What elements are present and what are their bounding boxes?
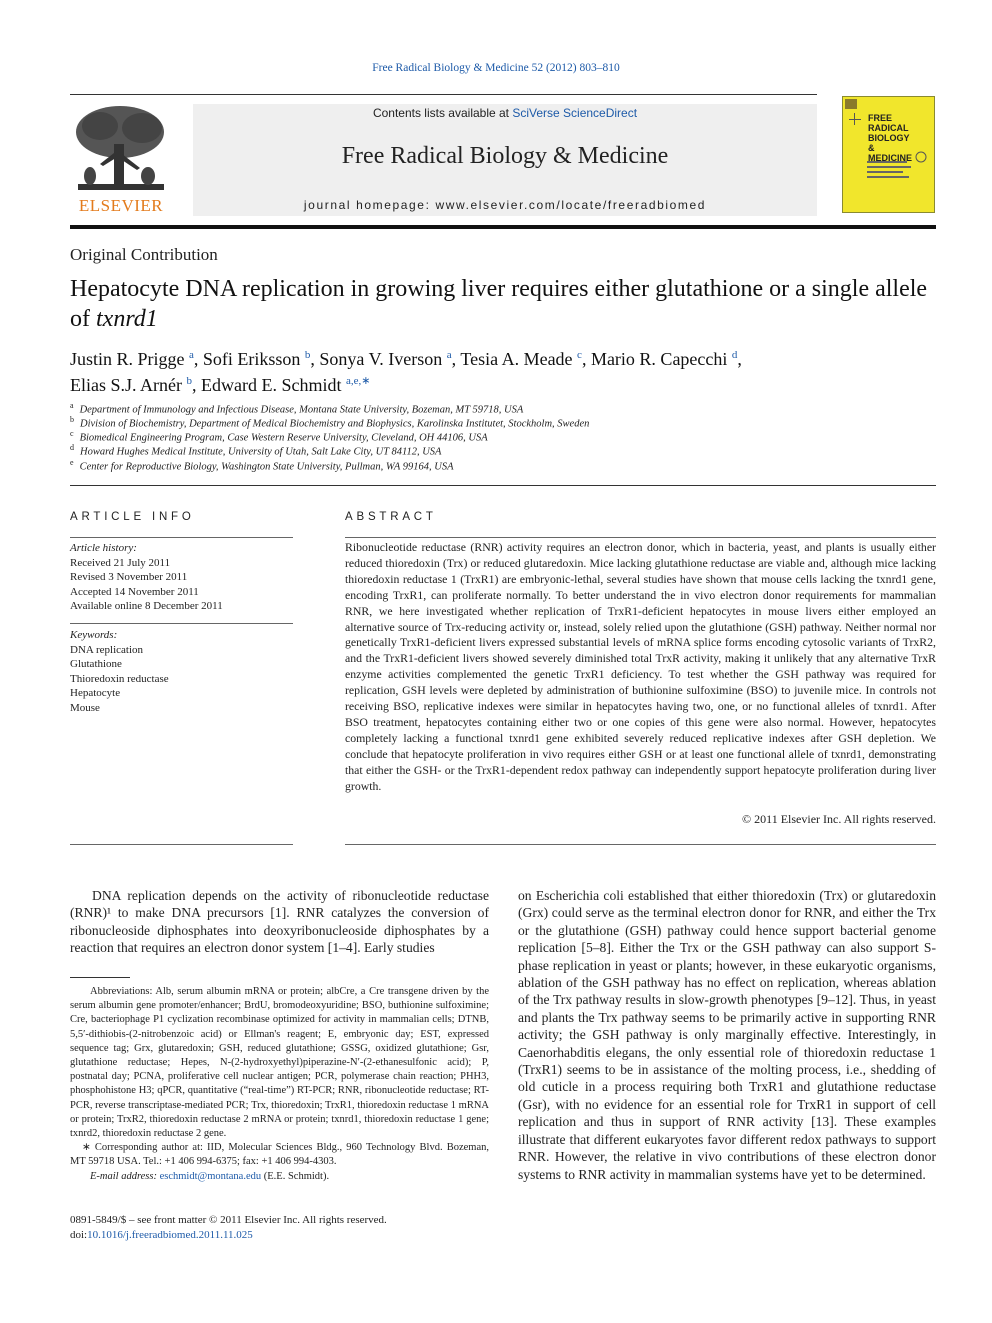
article-history xyxy=(70,541,293,614)
doi-link[interactable]: 10.1016/j.freeradbiomed.2011.11.025 xyxy=(87,1228,253,1241)
email-suffix: (E.E. Schmidt). xyxy=(261,1170,330,1182)
contents-line xyxy=(193,106,817,120)
affiliation-text: Howard Hughes Medical Institute, University of Utah, Salt Lake City, UT 84112, USA xyxy=(80,446,442,458)
keyword-item: Thioredoxin reductase xyxy=(70,672,169,685)
author-name[interactable]: Sofi Eriksson xyxy=(202,349,301,369)
author-separator: , xyxy=(581,349,591,369)
affiliation-text: Division of Biochemistry, Department of Medical Biochemistry and Biophysics, Karolinska Institutet, Stockholm, Sweden xyxy=(80,418,590,430)
footnotes xyxy=(70,985,489,1184)
author-name[interactable]: Tesia A. Meade xyxy=(460,349,573,369)
author-separator: , xyxy=(310,349,320,369)
article-info-rule xyxy=(70,537,293,538)
journal-name: Free Radical Biology & Medicine xyxy=(341,143,669,169)
affiliation-mark: d xyxy=(70,443,74,452)
author-separator: , xyxy=(192,375,201,395)
contents-prefix: Contents lists available at xyxy=(372,106,513,120)
author-affiliation-mark[interactable]: a xyxy=(446,349,452,361)
author-name[interactable]: Justin R. Prigge xyxy=(70,349,185,369)
affiliation-mark: b xyxy=(70,415,74,424)
affiliation-mark: c xyxy=(70,429,74,438)
body-column-right: on Escherichia coli established that either thioredoxin (Trx) or glutaredoxin (Grx) could serve as the terminal electron donor for RNR, and either the Trx or the glutathione (GSH) pathway could hence support bacterial genome replication [5–8]. Either the Trx or the GSH pathway can also support S-phase replication in yeast or plants; however, in these eukaryotic organisms, ablation of the GSH pathway has no effect on replication, whereas ablation of the Trx pathway results in slow-growth phenotypes [9–12]. Thus, in yeast and plants the Trx pathway seems to be primarily active in supporting RNR activity; the GSH pathway is only marginally effective. Interestingly, in Caenorhabditis elegans, the only essential role of thioredoxin reductase 1 (TrxR1) seems to be in assistance of the molting process, i.e., shedding of old cuticle in a process requiring both TrxR1 and glutathione reductase (Gsr), with no evidence for an essential role for TrxR1 in support of cell replication and thus in support of RNR activity [13]. These examples illustrate that different eukaryotes favor different redox pathways to support RNR. However, the relative in vivo contributions of these electron donor systems to RNR activity in mammalian systems have yet to be determined. xyxy=(518,888,936,1182)
affiliation xyxy=(70,456,940,475)
keyword-item: Mouse xyxy=(70,701,100,714)
elsevier-tree-logo xyxy=(70,104,172,196)
author-affiliation-mark[interactable]: c xyxy=(577,349,582,361)
abstract-text: Ribonucleotide reductase (RNR) activity requires an electron donor, which in bacteria, yeast, and plants is usually either reduced thioredoxin (Trx) or reduced glutaredoxin. Mice lacking glutathione reductase are viable and, although mice lacking thioredoxin reductase 1 (TrxR1) are embryonic-lethal, several studies have shown that mouse cells lacking the txnrd1 gene, encoding TrxR1, can proliferate normally. To better understand the in vivo electron donor requirements for mammalian RNR, we here investigated whether replication of TrxR1-deficient hepatocytes in mouse livers either employed an alternative source of Trx-reducing activity or, instead, solely relied upon the glutathione (GSH) pathway. Neither normal nor genetically TrxR1-deficient livers expressed substantial levels of mRNA splice forms encoding cytosolic variants of TrxR2, and the TrxR1-deficient livers showed severely diminished total TrxR activity, making it unlikely that any alternative TrxR enzyme activities complemented the genetic TrxR1 deficiency. To test whether the GSH pathway was required for replication, GSH levels were depleted by administration of buthionine sulfoximine (BSO) to juvenile mice. In controls not receiving BSO, replicative indexes were similar in hepatocytes having two, one, or no functional alleles of txnrd1. After BSO treatment, hepatocytes containing either two or one copies of this gene were also normal. However, hepatocytes completely lacking a functional txnrd1 gene exhibited severely reduced replicative indexes after GSH depletion. We conclude that hepatocyte proliferation in vivo requires either GSH or at least one functional allele of txnrd1, demonstrating that either the GSH- or the TrxR1-dependent redox pathway can independently support hepatocyte proliferation during liver growth. xyxy=(345,540,936,793)
affiliation-mark: a xyxy=(70,401,74,410)
article-info-bottom-rule xyxy=(70,844,293,845)
issn-line: 0891-5849/$ – see front matter © 2011 Elsevier Inc. All rights reserved. xyxy=(70,1214,387,1226)
article-title-gene: txnrd1 xyxy=(96,306,158,332)
header-bottom-rule xyxy=(70,225,936,229)
footnote-rule xyxy=(70,977,130,978)
body-column-left: DNA replication depends on the activity of ribonucleotide reductase (RNR)¹ to make DNA precursors [1]. RNR catalyzes the conversion of ribonucleoside diphosphates into deoxyribonucleoside diphosphates by a reaction that requires an electron donor system [1–4]. Early studies xyxy=(70,888,489,956)
author-affiliation-mark[interactable]: d xyxy=(731,349,738,361)
journal-citation[interactable]: Free Radical Biology & Medicine 52 (2012) 803–810 xyxy=(372,62,620,74)
author-list xyxy=(70,344,940,396)
elsevier-wordmark: ELSEVIER xyxy=(78,196,164,215)
keywords-rule xyxy=(70,623,293,624)
history-label: Article history: xyxy=(70,542,137,554)
affiliations-bottom-rule xyxy=(70,485,936,486)
doi-label: doi: xyxy=(70,1228,88,1241)
author-name[interactable]: Elias S.J. Arnér xyxy=(70,375,182,395)
abstract-heading: ABSTRACT xyxy=(345,511,437,523)
author-name[interactable]: Sonya V. Iverson xyxy=(319,349,443,369)
keyword-item: Hepatocyte xyxy=(70,687,121,699)
email-label: E-mail address: xyxy=(90,1170,160,1182)
keywords-label: Keywords: xyxy=(70,629,118,641)
article-section: Original Contribution xyxy=(70,245,218,264)
sciencedirect-link[interactable]: SciVerse ScienceDirect xyxy=(512,106,638,120)
header-top-rule xyxy=(70,94,817,95)
keyword-item: DNA replication xyxy=(70,643,144,656)
history-received: Received 21 July 2011 xyxy=(70,556,171,569)
keyword-item: Glutathione xyxy=(70,658,122,670)
author-separator: , xyxy=(451,349,461,369)
issn-doi-block xyxy=(70,1213,387,1242)
author-separator: , xyxy=(193,349,203,369)
journal-homepage[interactable]: journal homepage: www.elsevier.com/locate/freeradbiomed xyxy=(303,198,707,212)
abstract-bottom-rule xyxy=(345,844,936,845)
author-affiliation-mark[interactable]: b xyxy=(186,375,192,387)
article-info-heading: ARTICLE INFO xyxy=(70,511,195,523)
article-title-main: Hepatocyte DNA replication in growing liver requires either glutathione or a single allele of xyxy=(70,276,928,332)
author-affiliation-mark[interactable]: a xyxy=(189,349,194,361)
keywords xyxy=(70,628,293,715)
author-affiliation-mark[interactable]: a,e,∗ xyxy=(345,375,371,387)
abstract-copyright: © 2011 Elsevier Inc. All rights reserved. xyxy=(742,812,936,826)
history-accepted: Accepted 14 November 2011 xyxy=(70,585,199,598)
abbreviations-footnote: Abbreviations: Alb, serum albumin mRNA or protein; albCre, a Cre transgene driven by the serum albumin gene promoter/enhancer; BrdU, bromodeoxyuridine; BSO, buthionine sulfoximine; Cre, bacteriophage P1 cyclization recombinase optimized for activity in mammalian cells; DTNB, 5,5′-dithiobis-(2-nitrobenzoic acid) or Ellman's reagent; E, embryonic day; EST, expressed sequence tag; Grx, glutaredoxin; GSH, reduced glutathione; GSSG, oxidized glutathione; Gsr, glutathione reductase; Hepes, N-(2-hydroxyethyl)piperazine-N′-(2-ethanesulfonic acid); P, postnatal day; PCNA, proliferative cell nuclear antigen; PCR, polymerase chain reaction; PHH3, phosphohistone H3; qPCR, quantitative (“real-time”) RT-PCR; RNR, ribonucleotide reductase; RT-PCR, reverse transcriptase-mediated PCR; Trx, thioredoxin; TrxR1, thioredoxin reductase 1 mRNA or protein; TrxR2, thioredoxin reductase 2 mRNA or protein; txnrd1, thioredoxin reductase 1 gene; txnrd2, thioredoxin reductase 2 gene. xyxy=(70,986,489,1140)
author-separator: , xyxy=(737,349,742,369)
history-online: Available online 8 December 2011 xyxy=(70,600,223,612)
affiliation-text: Department of Immunology and Infectious Disease, Montana State University, Bozeman, MT 59718, USA xyxy=(79,404,524,416)
email-link[interactable]: eschmidt@montana.edu xyxy=(159,1170,262,1182)
corresponding-author-footnote: ∗ Corresponding author at: IID, Molecular Sciences Bldg., 960 Technology Blvd. Bozeman, MT 59718 USA. Tel.: +1 406 994-6375; fax: +1 406 994-4303. xyxy=(70,1142,489,1168)
cover-title: FREE RADICAL BIOLOGY & MEDICINE xyxy=(868,113,913,163)
affiliation-text: Biomedical Engineering Program, Case Western Reserve University, Cleveland, OH 44106, USA xyxy=(79,432,488,444)
abstract-rule xyxy=(345,537,936,538)
doi-line xyxy=(70,1228,387,1243)
author-affiliation-mark[interactable]: b xyxy=(304,349,311,361)
affiliation-mark: e xyxy=(70,458,74,467)
author-name[interactable]: Mario R. Capecchi xyxy=(590,349,728,369)
email-footnote xyxy=(70,1170,489,1184)
history-revised: Revised 3 November 2011 xyxy=(70,571,188,583)
article-title xyxy=(70,274,940,334)
author-name[interactable]: Edward E. Schmidt xyxy=(201,375,342,395)
affiliation-text: Center for Reproductive Biology, Washington State University, Pullman, WA 99164, USA xyxy=(79,461,454,473)
